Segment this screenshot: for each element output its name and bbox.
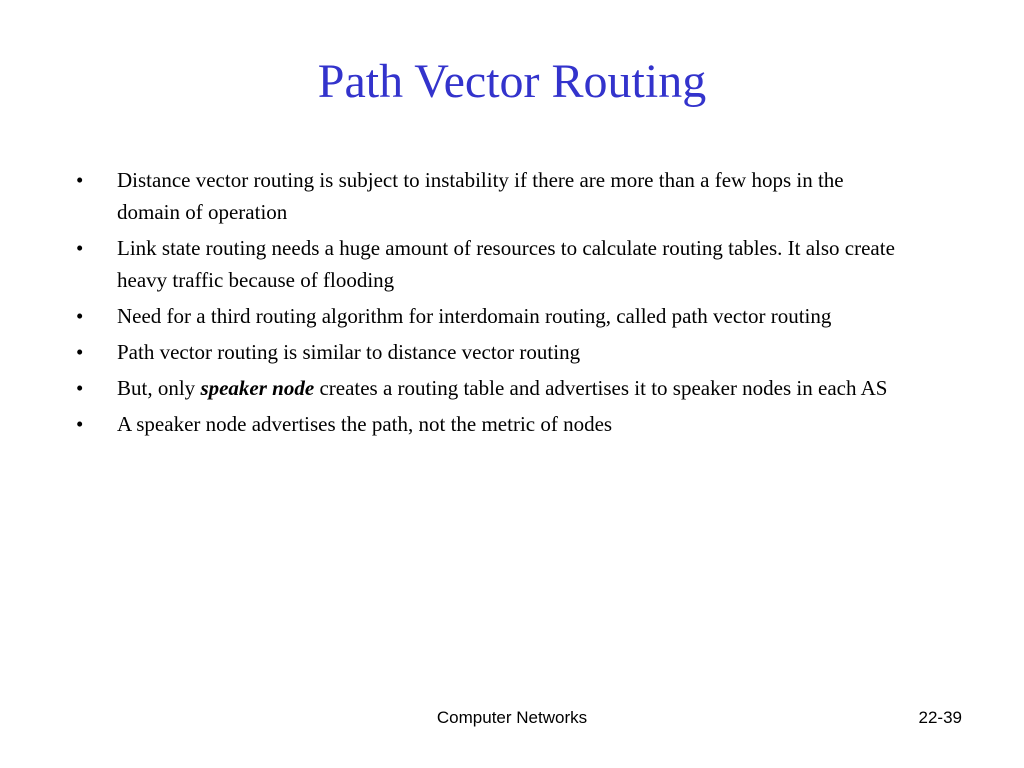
bullet-icon: • xyxy=(76,376,84,400)
bullet-text-emphasis: speaker node xyxy=(200,376,315,400)
bullet-icon: • xyxy=(76,412,84,436)
bullet-item-6 xyxy=(76,408,896,440)
bullet-text: A speaker node advertises the path, not the metric of nodes xyxy=(117,412,613,436)
bullet-text: Need for a third routing algorithm for interdomain routing, called path vector routing xyxy=(117,304,832,328)
footer-page-number: 22-39 xyxy=(918,708,962,727)
bullet-text: Link state routing needs a huge amount of resources to calculate routing tables. It also create heavy traffic because of flooding xyxy=(117,236,895,292)
bullet-text: Distance vector routing is subject to instability if there are more than a few hops in the domain of operation xyxy=(117,168,844,224)
bullet-item-1 xyxy=(76,164,896,228)
bullet-icon: • xyxy=(76,304,84,328)
bullet-text-post: creates a routing table and advertises it to speaker nodes in each AS xyxy=(314,376,888,400)
footer-course: Computer Networks xyxy=(436,708,588,727)
bullet-item-5 xyxy=(76,372,896,404)
bullet-icon: • xyxy=(76,168,84,192)
bullet-text: Path vector routing is similar to distance vector routing xyxy=(117,340,581,364)
bullet-item-3 xyxy=(76,300,896,332)
bullet-item-4 xyxy=(76,336,896,368)
slide-title: Path Vector Routing xyxy=(317,55,707,108)
bullet-list xyxy=(76,164,896,444)
bullet-text-pre: But, only xyxy=(117,376,201,400)
bullet-item-2 xyxy=(76,232,896,296)
bullet-icon: • xyxy=(76,340,84,364)
bullet-icon: • xyxy=(76,236,84,260)
